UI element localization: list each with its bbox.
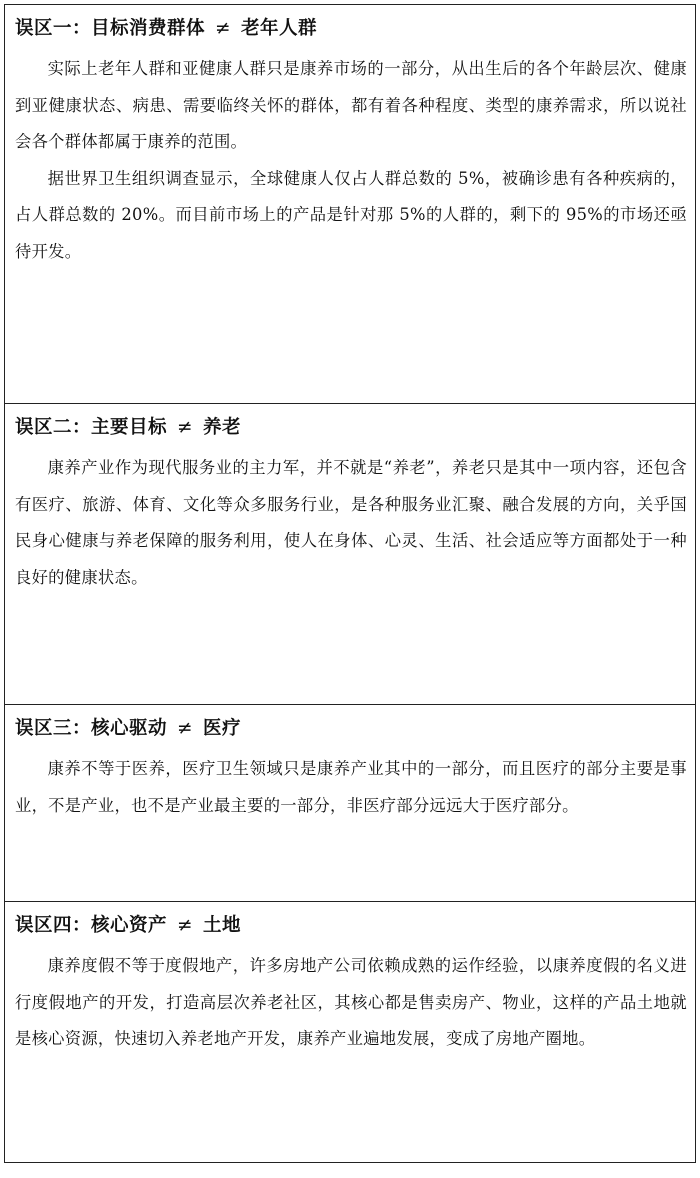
- section-row-2: [5, 404, 696, 705]
- section-4-paragraph-1: 康养度假不等于度假地产，许多房地产公司依赖成熟的运作经验，以康养度假的名义进行度假地产的开发，打造高层次养老社区，其核心都是售卖房产、物业，这样的产品土地就是核心资源，快速切入养老地产开发，康养产业遍地发展，变成了房地产圈地。: [15, 956, 687, 1048]
- section-title-left: 误区二：主要目标: [15, 417, 168, 438]
- misconceptions-table: [4, 4, 696, 1163]
- section-1-paragraph-1: 实际上老年人群和亚健康人群只是康养市场的一部分，从出生后的各个年龄层次、健康到亚健康状态、病患、需要临终关怀的群体，都有着各种程度、类型的康养需求，所以说社会各个群体都属于康养的范围。: [15, 59, 687, 151]
- section-row-3: [5, 705, 696, 902]
- not-equal-sign: ≠: [177, 718, 194, 739]
- section-title-1: [15, 17, 687, 41]
- section-cell-2: [5, 404, 696, 705]
- section-1-paragraph-2: 据世界卫生组织调查显示，全球健康人仅占人群总数的 5%，被确诊患有各种疾病的，占人群总数的 20%。而目前市场上的产品是针对那 5%的人群的，剩下的 95%的市场还亟待开发。: [15, 168, 687, 261]
- section-title-3: [15, 717, 687, 741]
- section-cell-4: [5, 902, 696, 1163]
- section-title-left: 误区四：核心资产: [15, 915, 168, 936]
- section-cell-3: [5, 705, 696, 902]
- not-equal-sign: ≠: [177, 417, 194, 438]
- not-equal-sign: ≠: [177, 915, 194, 936]
- section-3-paragraph-1: 康养不等于医养，医疗卫生领域只是康养产业其中的一部分，而且医疗的部分主要是事业，不是产业，也不是产业最主要的一部分，非医疗部分远远大于医疗部分。: [15, 759, 687, 815]
- section-title-2: [15, 416, 687, 440]
- section-title-right: 土地: [203, 915, 242, 936]
- section-row-4: [5, 902, 696, 1163]
- section-title-right: 医疗: [203, 718, 242, 739]
- section-title-right: 老年人群: [241, 18, 318, 39]
- section-row-1: [5, 5, 696, 404]
- section-title-left: 误区一：目标消费群体: [15, 18, 206, 39]
- section-title-4: [15, 914, 687, 938]
- not-equal-sign: ≠: [215, 18, 232, 39]
- section-cell-1: [5, 5, 696, 404]
- section-2-paragraph-1: 康养产业作为现代服务业的主力军，并不就是“养老”，养老只是其中一项内容，还包含有医疗、旅游、体育、文化等众多服务行业，是各种服务业汇聚、融合发展的方向，关乎国民身心健康与养老保障的服务利用，使人在身体、心灵、生活、社会适应等方面都处于一种良好的健康状态。: [15, 458, 687, 587]
- section-title-right: 养老: [203, 417, 242, 438]
- section-title-left: 误区三：核心驱动: [15, 718, 168, 739]
